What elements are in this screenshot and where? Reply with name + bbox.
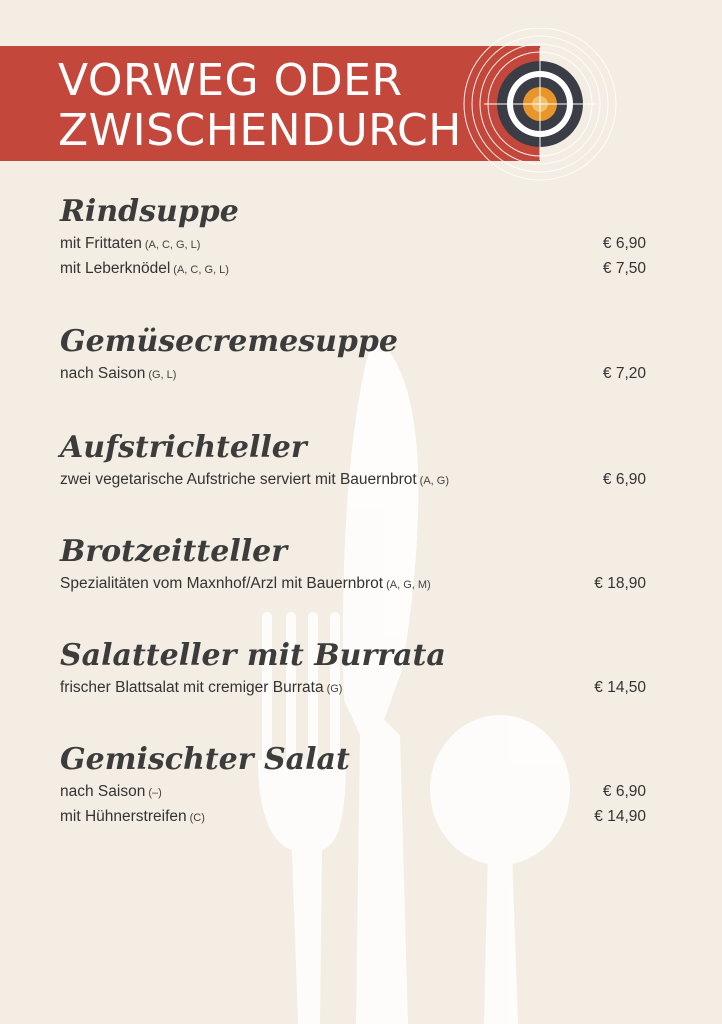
section-gemuesecremesuppe xyxy=(60,322,646,387)
section-title: Brotzeitteller xyxy=(60,534,288,569)
item-allergens: (A, G) xyxy=(419,475,449,487)
item-name: nach Saison xyxy=(60,783,146,800)
section-brotzeitteller xyxy=(60,532,646,597)
section-salatteller xyxy=(60,636,646,701)
item-name: mit Leberknödel xyxy=(60,260,171,277)
menu-item xyxy=(60,805,646,830)
section-gemischter-salat xyxy=(60,740,646,830)
item-price: € 6,90 xyxy=(602,471,646,488)
item-name: zwei vegetarische Aufstriche serviert mit Bauernbrot xyxy=(60,471,417,488)
menu-item xyxy=(60,780,646,805)
item-allergens: (G, L) xyxy=(148,369,177,381)
item-price: € 18,90 xyxy=(594,575,646,592)
page-title xyxy=(58,56,462,156)
item-price: € 7,50 xyxy=(602,260,646,277)
item-price: € 6,90 xyxy=(602,783,646,800)
section-title: Gemischter Salat xyxy=(60,742,350,777)
item-allergens: (–) xyxy=(148,787,162,799)
item-name: mit Hühnerstreifen xyxy=(60,808,187,825)
title-line-1: VORWEG ODER xyxy=(58,55,403,106)
item-allergens: (C) xyxy=(189,812,205,824)
menu-item xyxy=(60,572,646,597)
section-title: Salatteller mit Burrata xyxy=(60,638,446,673)
item-name: mit Frittaten xyxy=(60,235,142,252)
section-rindsuppe xyxy=(60,192,646,282)
target-icon xyxy=(455,28,625,188)
item-price: € 14,90 xyxy=(594,808,646,825)
menu-item xyxy=(60,362,646,387)
section-title: Rindsuppe xyxy=(60,194,239,229)
item-name: frischer Blattsalat mit cremiger Burrata xyxy=(60,679,324,696)
menu-item xyxy=(60,232,646,257)
section-title: Aufstrichteller xyxy=(60,430,307,465)
menu-item xyxy=(60,468,646,493)
item-name: Spezialitäten vom Maxnhof/Arzl mit Bauernbrot xyxy=(60,575,384,592)
section-title: Gemüsecremesuppe xyxy=(60,324,398,359)
item-allergens: (A, G, M) xyxy=(386,579,431,591)
menu-item xyxy=(60,676,646,701)
item-price: € 7,20 xyxy=(602,365,646,382)
item-allergens: (G) xyxy=(326,683,343,695)
item-allergens: (A, C, G, L) xyxy=(144,239,201,251)
item-allergens: (A, C, G, L) xyxy=(173,264,229,276)
item-price: € 6,90 xyxy=(602,235,646,252)
item-price: € 14,50 xyxy=(594,679,646,696)
menu-item xyxy=(60,257,646,282)
section-aufstrichteller xyxy=(60,428,646,493)
title-line-2: ZWISCHENDURCH xyxy=(58,105,462,156)
item-name: nach Saison xyxy=(60,365,146,382)
